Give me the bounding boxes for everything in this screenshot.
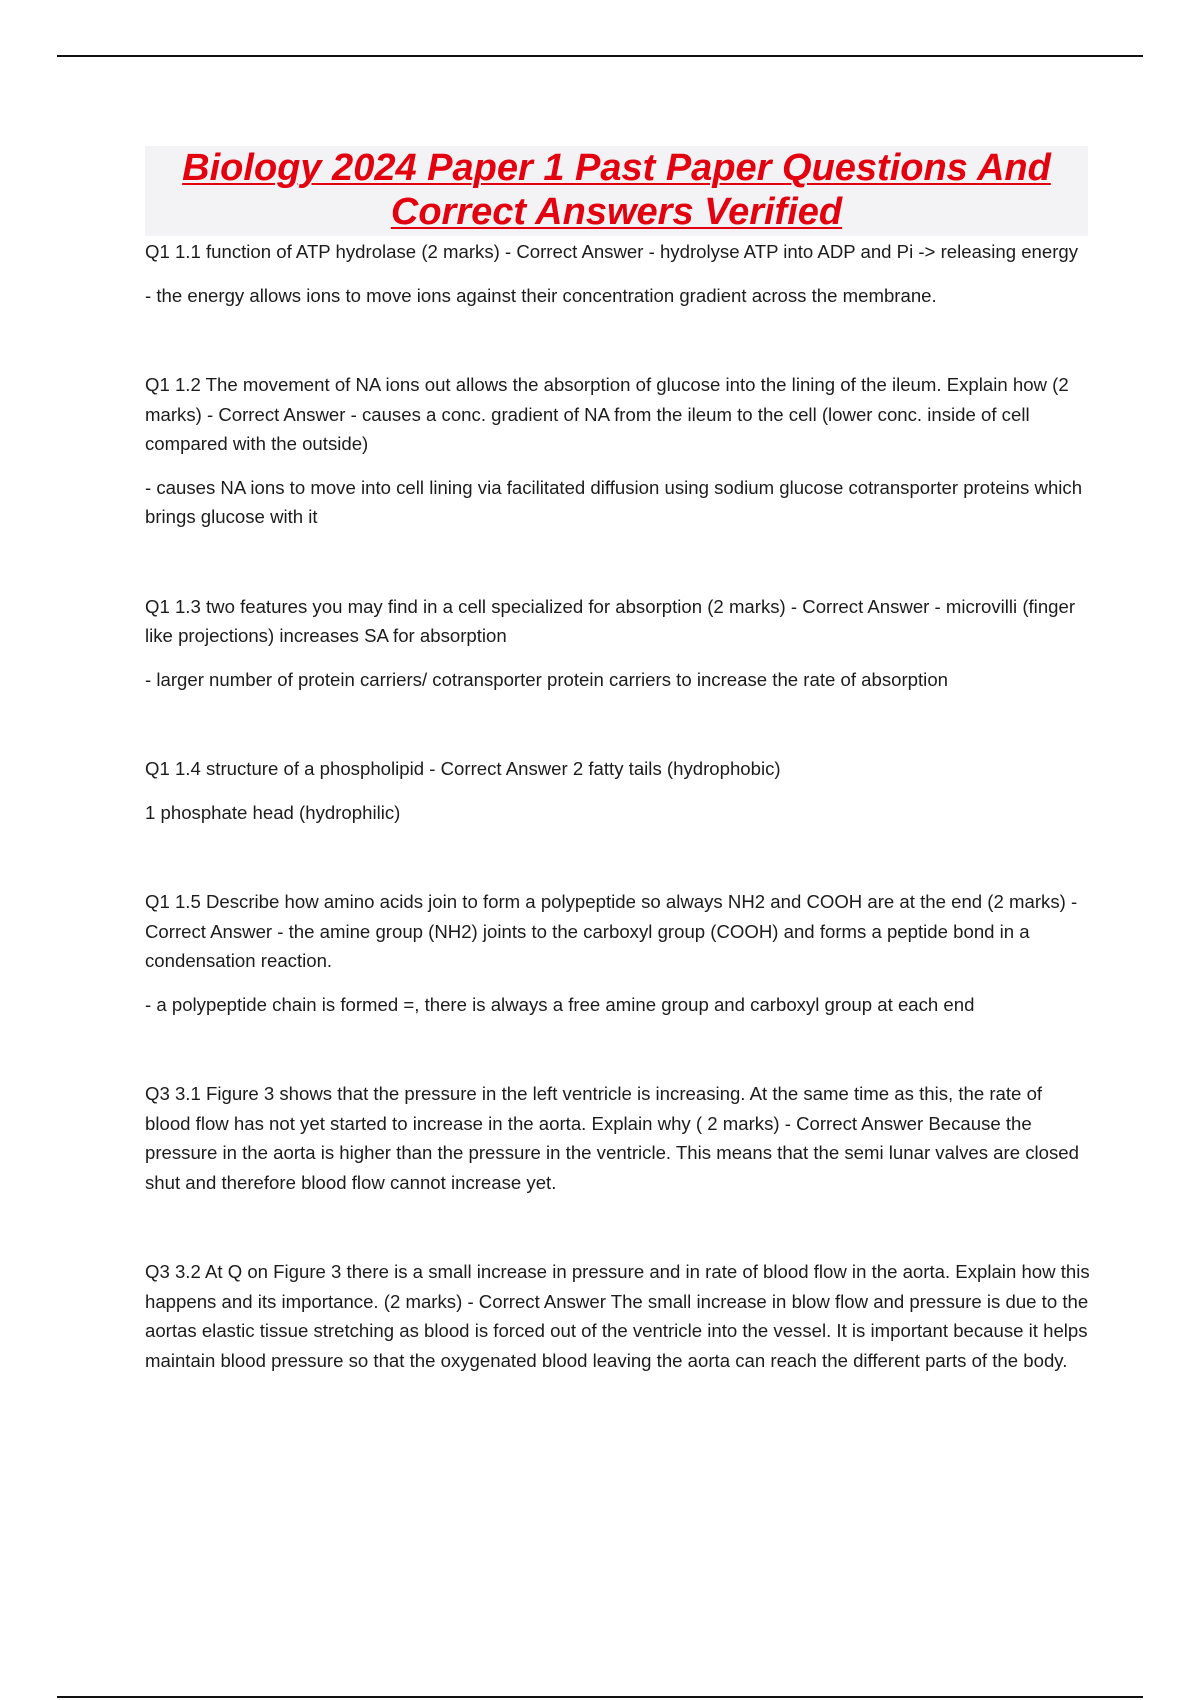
question-answer-text: Q1 1.4 structure of a phospholipid - Correct Answer 2 fatty tails (hydrophobic) <box>145 758 781 779</box>
answer-continuation: - larger number of protein carriers/ cotransporter protein carriers to increase the rate of absorption <box>145 668 948 690</box>
question-answer-text: Q1 1.1 function of ATP hydrolase (2 marks) - Correct Answer - hydrolyse ATP into ADP and Pi -> releasing energy <box>145 241 1079 262</box>
question-answer-text: Q1 1.5 Describe how amino acids join to form a polypeptide so always NH2 and COOH are at the end (2 marks) - Correct Answer - the amine group (NH2) joints to the carboxyl group (COOH) and forms a peptide bond in a condensation reaction. <box>145 891 1078 971</box>
title-line-1: Biology 2024 Paper 1 Past Paper Questions And <box>182 147 1051 189</box>
top-divider <box>57 55 1143 57</box>
question-answer-text: Q1 1.3 two features you may find in a cell specialized for absorption (2 marks) - Correct Answer - microvilli (finger like projections) increases SA for absorption <box>145 595 1076 646</box>
answer-continuation: - a polypeptide chain is formed =, there is always a free amine group and carboxyl group at each end <box>145 993 975 1015</box>
qa-item <box>145 370 1090 532</box>
qa-item <box>145 592 1090 695</box>
answer-continuation: - causes NA ions to move into cell lining via facilitated diffusion using sodium glucose cotransporter proteins which brings glucose with it <box>145 476 1083 527</box>
question-answer-text: Q3 3.2 At Q on Figure 3 there is a small increase in pressure and in rate of blood flow in the aorta. Explain how this happens and its importance. (2 marks) - Correct Answer The small increase in blow flow and pressure is due to the aortas elastic tissue stretching as blood is forced out of the ventricle into the vessel. It is important because it helps maintain blood pressure so that the oxygenated blood leaving the aorta can reach the different parts of the body. <box>145 1261 1090 1371</box>
document-title <box>145 146 1088 236</box>
qa-item <box>145 1079 1090 1197</box>
qa-item <box>145 1257 1090 1375</box>
question-answer-text: Q1 1.2 The movement of NA ions out allows the absorption of glucose into the lining of the ileum. Explain how (2 marks) - Correct Answer - causes a conc. gradient of NA from the ileum to the cell (lower conc. inside of cell compared with the outside) <box>145 374 1069 454</box>
answer-continuation: 1 phosphate head (hydrophilic) <box>145 801 401 823</box>
qa-item <box>145 887 1090 1019</box>
qa-list <box>145 237 1090 1375</box>
bottom-divider <box>57 1696 1143 1698</box>
qa-item <box>145 237 1090 310</box>
answer-continuation: - the energy allows ions to move ions against their concentration gradient across the membrane. <box>145 284 937 306</box>
question-answer-text: Q3 3.1 Figure 3 shows that the pressure in the left ventricle is increasing. At the same time as this, the rate of blood flow has not yet started to increase in the aorta. Explain why ( 2 marks) - Correct Answer Because the pressure in the aorta is higher than the pressure in the ventricle. This means that the semi lunar valves are closed shut and therefore blood flow cannot increase yet. <box>145 1083 1079 1193</box>
qa-item <box>145 754 1090 827</box>
title-line-2: Correct Answers Verified <box>390 191 843 233</box>
